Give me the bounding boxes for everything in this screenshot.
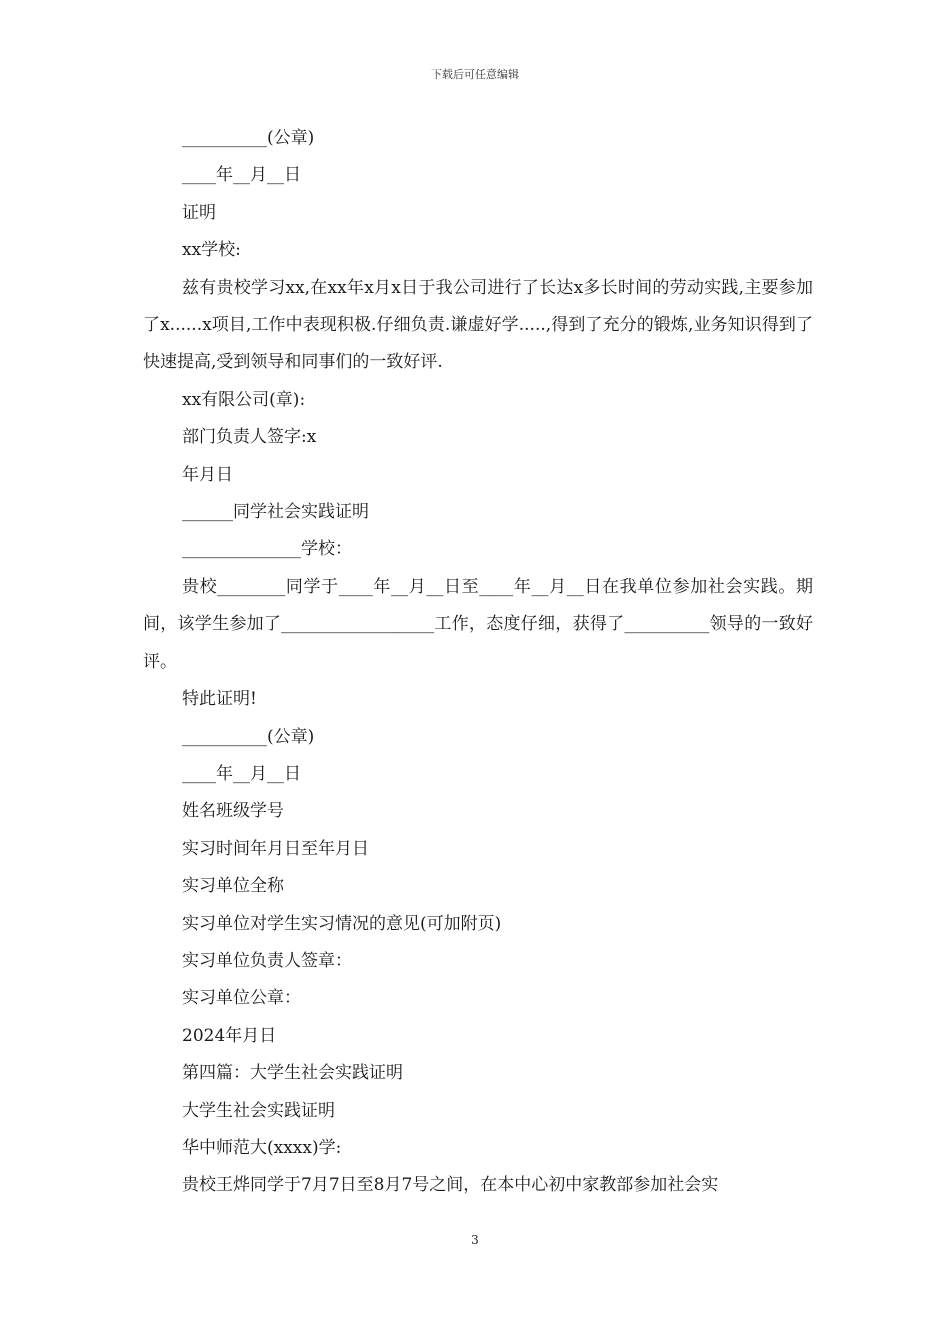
company-seal: xx有限公司(章): [182,389,306,410]
addressee: ______________学校： [182,539,352,560]
closing-line: 特此证明! [182,689,257,710]
section-title: 大学生社会实践证明 [182,1100,335,1121]
certificate-body: 贵校________同学于____年__月__日至____年__月__日在我单位参加社会实践。期间，该学生参加了__________________工作，态度仔细，获得了__________领导的一致好评。 [143,576,813,672]
certificate-body: 贵校王烨同学于7月7日至8月7号之间，在本中心初中家教部参加社会实 [182,1175,719,1196]
seal-line: __________(公章) [182,128,315,148]
section-heading: 第四篇：大学生社会实践证明 [182,1063,403,1084]
form-field: 实习单位负责人签章： [182,950,352,971]
form-field: 实习单位全称 [182,876,284,897]
addressee: xx学校: [182,240,241,261]
certificate-title: 证明 [182,202,216,223]
document-body [143,120,813,1205]
date-line: ____年__月__日 [182,763,301,784]
form-field: 实习单位公章： [182,988,301,1009]
addressee: 华中师范大(xxxx)学: [182,1137,342,1158]
form-field: 实习单位对学生实习情况的意见(可加附页) [182,913,502,934]
section-title: ______同学社会实践证明 [182,502,369,523]
date-line: ____年__月__日 [182,165,301,186]
seal-line: __________(公章) [182,726,315,747]
page-number: 3 [471,1233,479,1247]
date-line: 年月日 [182,464,233,485]
page-header: 下载后可任意编辑 [431,68,519,81]
certificate-body: 兹有贵校学习xx,在xx年x月x日于我公司进行了长达x多长时间的劳动实践,主要参加了x......x项目,工作中表现积极.仔细负责.谦虚好学.....,得到了充分的锻炼,业务知识得到了快速提高,受到领导和同事们的一致好评. [143,277,813,373]
department-signature: 部门负责人签字:x [182,427,317,448]
form-field: 实习时间年月日至年月日 [182,838,369,859]
form-field: 姓名班级学号 [182,801,284,822]
date-line: 2024年月日 [182,1025,277,1046]
